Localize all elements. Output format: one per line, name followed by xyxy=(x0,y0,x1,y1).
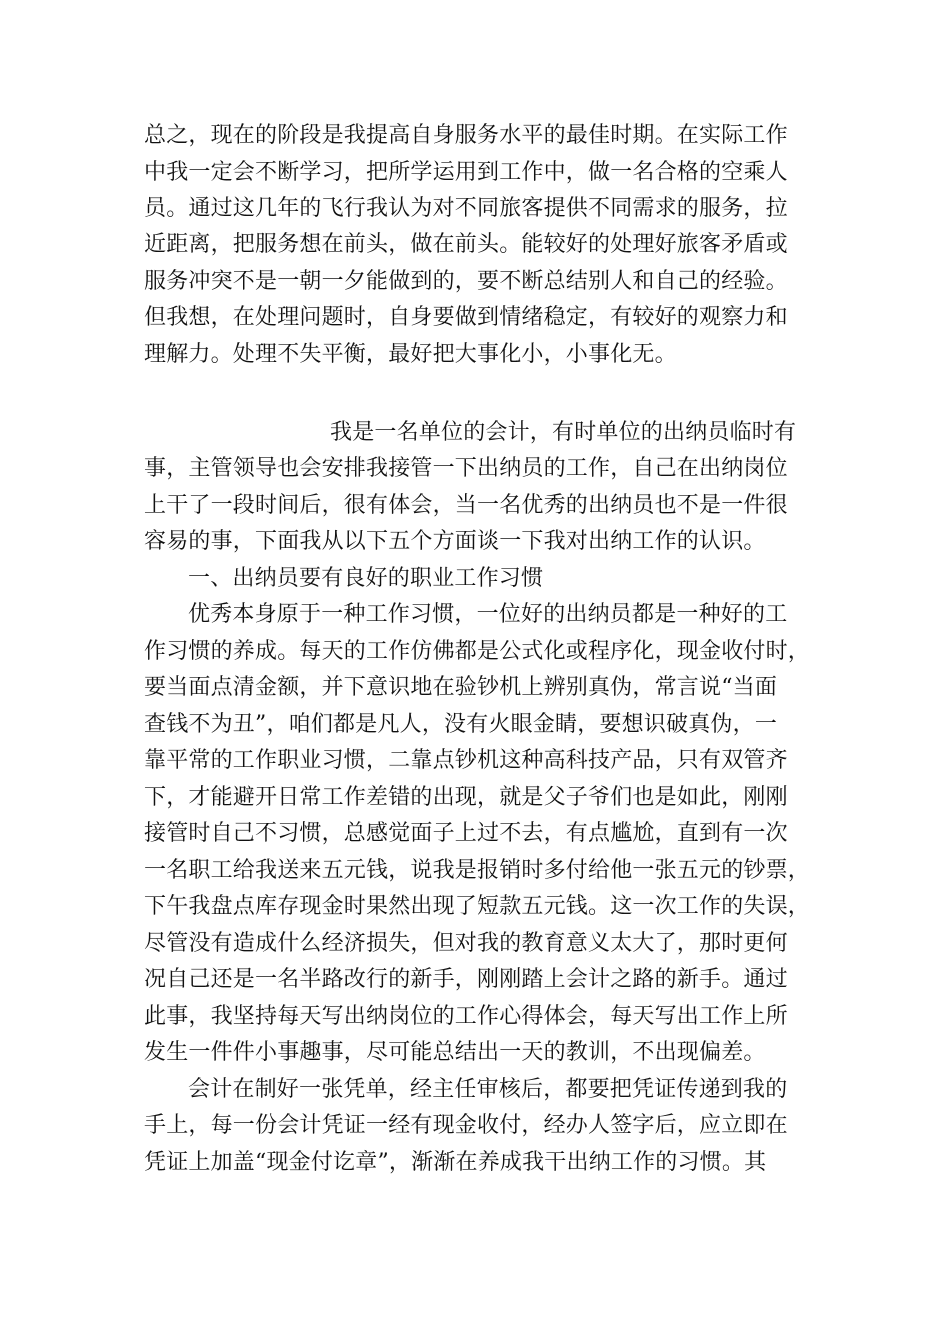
text-line: 服务冲突不是一朝一夕能做到的，要不断总结别人和自己的经验。 xyxy=(144,269,788,294)
text-line: 我是一名单位的会计，有时单位的出纳员临时有 xyxy=(330,420,797,445)
text-line: 要当面点清金额，并下意识地在验钞机上辨别真伪，常言说“当面 xyxy=(144,675,778,700)
text-line: 下午我盘点库存现金时果然出现了短款五元钱。这一次工作的失误， xyxy=(144,894,811,919)
text-line: 靠平常的工作职业习惯，二靠点钞机这种高科技产品，只有双管齐 xyxy=(144,748,788,773)
text-line: 接管时自己不习惯，总感觉面子上过不去，有点尴尬，直到有一次 xyxy=(144,821,788,846)
text-line: 凭证上加盖“现金付讫章”，渐渐在养成我干出纳工作的习惯。其 xyxy=(144,1150,767,1175)
text-line: 容易的事，下面我从以下五个方面谈一下我对出纳工作的认识。 xyxy=(144,529,766,554)
text-line: 手上，每一份会计凭证一经有现金收付，经办人签字后，应立即在 xyxy=(144,1113,788,1138)
text-line: 理解力。处理不失平衡，最好把大事化小，小事化无。 xyxy=(144,342,677,367)
text-line: 下，才能避开日常工作差错的出现，就是父子爷们也是如此，刚刚 xyxy=(144,785,788,810)
text-line: 况自己还是一名半路改行的新手，刚刚踏上会计之路的新手。通过 xyxy=(144,967,788,992)
text-line: 总之，现在的阶段是我提高自身服务水平的最佳时期。在实际工作 xyxy=(144,123,788,148)
section-heading: 一、出纳员要有良好的职业工作习惯 xyxy=(188,566,544,591)
text-line: 中我一定会不断学习，把所学运用到工作中，做一名合格的空乘人 xyxy=(144,160,788,185)
text-line: 近距离，把服务想在前头，做在前头。能较好的处理好旅客矛盾或 xyxy=(144,232,788,257)
text-line: 但我想，在处理问题时，自身要做到情绪稳定，有较好的观察力和 xyxy=(144,305,788,330)
text-line: 会计在制好一张凭单，经主任审核后，都要把凭证传递到我的 xyxy=(188,1077,788,1102)
text-line: 尽管没有造成什么经济损失，但对我的教育意义太大了，那时更何 xyxy=(144,931,788,956)
text-line: 优秀本身原于一种工作习惯，一位好的出纳员都是一种好的工 xyxy=(188,602,788,627)
text-line: 一名职工给我送来五元钱，说我是报销时多付给他一张五元的钞票， xyxy=(144,858,811,883)
text-line: 此事，我坚持每天写出纳岗位的工作心得体会，每天写出工作上所 xyxy=(144,1004,788,1029)
text-line: 查钱不为丑”，咱们都是凡人，没有火眼金睛，要想识破真伪，一 xyxy=(144,712,778,737)
text-line: 员。通过这几年的飞行我认为对不同旅客提供不同需求的服务，拉 xyxy=(144,196,788,221)
text-line: 事，主管领导也会安排我接管一下出纳员的工作，自己在出纳岗位 xyxy=(144,456,788,481)
text-line: 上干了一段时间后，很有体会，当一名优秀的出纳员也不是一件很 xyxy=(144,493,788,518)
text-line: 发生一件件小事趣事，尽可能总结出一天的教训，不出现偏差。 xyxy=(144,1040,766,1065)
text-line: 作习惯的养成。每天的工作仿佛都是公式化或程序化，现金收付时， xyxy=(144,639,811,664)
